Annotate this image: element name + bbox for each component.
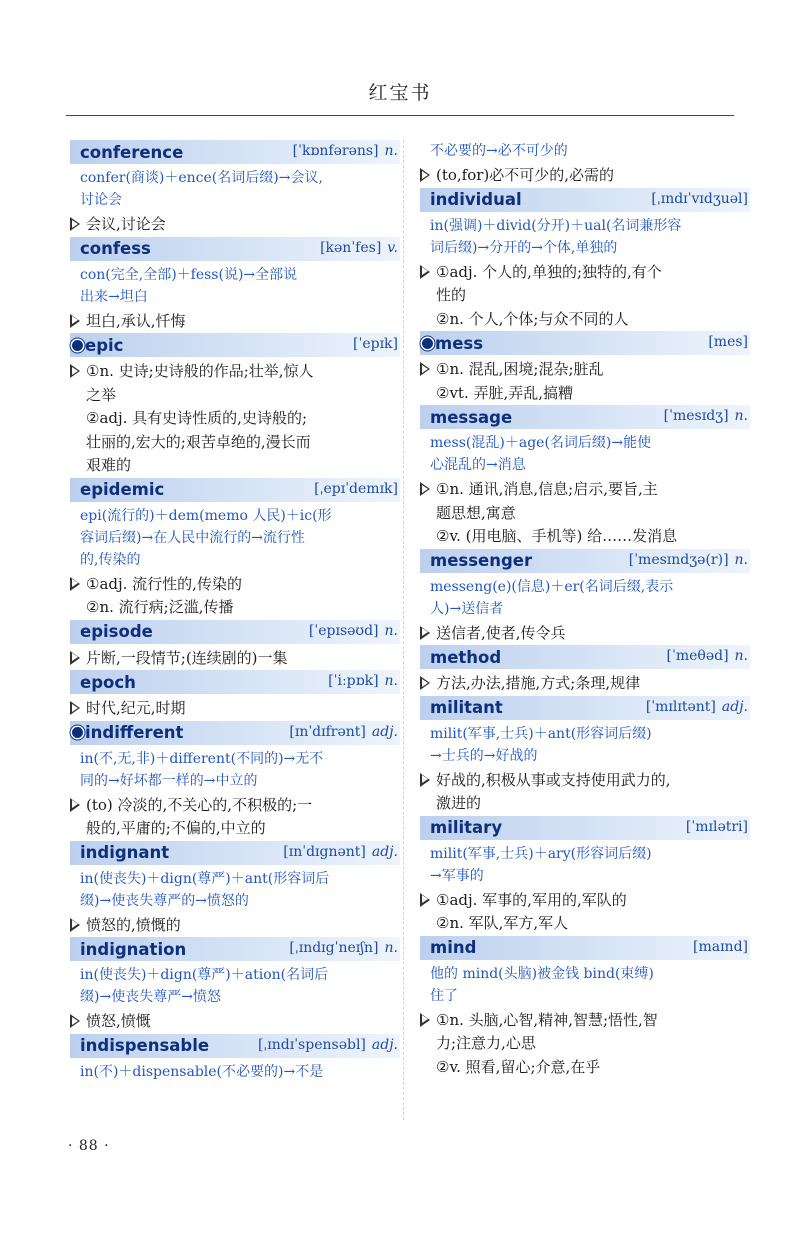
triangle-bullet-icon [420,261,436,281]
triangle-bullet-icon [420,164,436,184]
headword: military [430,818,503,837]
phonetic [320,240,398,256]
phonetic-text: [ɪnˈdɪfrənt] [289,723,366,740]
phonetic [289,940,398,956]
definition-line: ②n. 个人,个体;与众不同的人 [436,309,629,328]
headword-bar [70,721,400,745]
definition-line: 好战的,积极从事或支持使用武力的, [436,770,671,789]
definition-line: 艰难的 [86,456,132,474]
definition-line: ②vt. 弄脏,弄乱,搞糟 [436,383,574,402]
definition-line: ②adj. 具有史诗性质的,史诗般的; [86,409,308,427]
etymology-line: 讨论会 [80,192,122,208]
definition [420,164,750,188]
headword: confess [80,239,151,258]
right-column [420,140,750,1079]
phonetic-text: [ˈmeθəd] [666,648,729,664]
dictionary-entry [70,670,400,721]
part-of-speech: n. [384,143,398,159]
headword-bar [420,645,750,669]
definition-line: 片断,一段情节;(连续剧的)一集 [86,648,288,667]
etymology [420,963,750,1007]
etymology-line: milit(军事,士兵)＋ant(形容词后缀) [430,725,652,742]
headword: indignation [80,939,187,959]
phonetic-text: [ˈepɪk] [353,336,398,352]
etymology-line: 的,传染的 [80,551,141,568]
headword: conference [80,142,184,162]
definition-line: 送信者,使者,传令兵 [436,623,566,642]
definition [420,261,750,332]
phonetic [693,939,748,955]
headword: indispensable [80,1036,210,1055]
part-of-speech: n. [384,622,398,639]
dictionary-entry [420,816,750,936]
definition [420,478,750,549]
definition-line: ②v. 照看,留心;介意,在乎 [436,1057,601,1076]
triangle-bullet-icon [420,672,436,692]
triangle-bullet-icon [70,647,86,667]
etymology-line: epi(流行的)＋dem(memo 人民)＋ic(形 [80,507,332,524]
triangle-bullet-icon [420,889,436,909]
triangle-bullet-icon [420,1009,436,1029]
definition-text [436,622,750,646]
part-of-speech: v. [387,239,398,256]
phonetic-text: [ˈepɪsəʊd] [308,622,379,639]
definition [70,1010,400,1034]
etymology-line: 缀)→使丧失尊严的→愤怒的 [80,892,249,909]
definition [70,360,400,478]
definition-text [86,647,400,671]
etymology-line: in(不)＋dispensable(不必要的)→不是 [80,1063,324,1080]
dictionary-entry [420,645,750,696]
headword: epoch [80,672,136,692]
etymology [420,843,750,887]
key-word-marker-icon [72,727,83,738]
etymology-line: 心混乱的→消息 [430,457,526,473]
phonetic-text: [ˌɪndɪˈspensəbl] [257,1036,366,1053]
triangle-bullet-icon [420,622,436,642]
phonetic [328,673,398,689]
phonetic-text: [ɪnˈdɪgnənt] [283,843,366,860]
headword-bar [420,696,750,720]
etymology-line: in(使丧失)＋dign(尊严)＋ation(名词后 [80,967,329,983]
etymology-line: 词后缀)→分开的→个体,单独的 [430,239,618,256]
etymology-line: confer(商谈)＋ence(名词后缀)→会议, [80,170,323,186]
etymology-line: in(强调)＋divid(分开)＋ual(名词兼形容 [430,217,682,234]
etymology-line: 人)→送信者 [430,600,504,617]
phonetic [646,699,748,715]
page-title: 红宝书 [368,82,432,104]
etymology [420,140,750,162]
definition [70,213,400,237]
definition-line: ①n. 头脑,心智,精神,智慧;悟性,智 [436,1010,658,1029]
part-of-speech: adj. [371,1036,398,1053]
headword: indignant [80,843,170,862]
headword: epic [85,335,124,355]
phonetic [258,1037,398,1053]
phonetic [283,844,398,860]
definition-line: 时代,纪元,时期 [86,699,186,717]
definition [420,1009,750,1080]
triangle-bullet-icon [70,914,86,934]
etymology [70,964,400,1008]
part-of-speech: adj. [371,723,398,740]
definition-text [436,672,750,696]
page-header [66,70,734,116]
headword-bar [70,478,400,502]
definition-text [86,1010,400,1034]
headword: message [430,407,513,427]
dictionary-entry [70,140,400,237]
etymology-line: messeng(e)(信息)＋er(名词后缀,表示 [430,578,674,595]
headword: militant [430,698,503,717]
phonetic [667,648,748,664]
part-of-speech: n. [384,940,398,956]
triangle-bullet-icon [420,769,436,789]
headword-bar [420,549,750,573]
definition-line: 愤怒的,愤慨的 [86,915,181,934]
phonetic [309,623,398,639]
part-of-speech: n. [384,673,398,689]
phonetic-text: [maɪnd] [692,938,748,955]
phonetic-text: [ˌɪndɪˈvɪdʒuəl] [651,190,748,207]
phonetic [651,191,748,207]
headword: epidemic [80,480,165,499]
phonetic-text: [ˈmɪlətri] [685,818,748,835]
definition-line: 性的 [436,286,467,304]
phonetic-text: [ˈmɪlɪtənt] [645,698,716,715]
dictionary-entry [70,478,400,620]
phonetic-text: [mes] [708,334,748,350]
column-divider [403,140,404,1120]
part-of-speech: n. [734,408,748,424]
definition-text [436,1009,750,1080]
etymology-line: 同的→好坏都一样的→中立的 [80,772,258,789]
definition-line: 之举 [86,385,117,404]
triangle-bullet-icon [70,360,86,380]
etymology-line: →军事的 [430,867,484,884]
part-of-speech: adj. [371,843,398,860]
definition [420,622,750,646]
phonetic-text: [ˈiːpɒk] [328,673,379,689]
etymology [420,576,750,620]
definition-text [436,478,750,549]
definition-text [436,261,750,332]
definition [70,647,400,671]
phonetic-text: [kənˈfes] [320,239,382,256]
key-word-marker-icon [422,338,433,349]
phonetic-text: [ˈmesɪdʒ] [663,408,729,424]
dictionary-entry [70,237,400,334]
definition-text [86,213,400,237]
part-of-speech: adj. [721,698,748,715]
etymology [70,167,400,211]
headword: messenger [430,551,533,570]
left-column [70,140,400,1083]
dictionary-entry [70,841,400,938]
page-number: · 88 · [68,1138,110,1154]
definition-line: ②n. 流行病;泛滥,传播 [86,598,234,616]
definition-text [86,697,400,721]
headword-bar [420,936,750,960]
phonetic-text: [ˌepɪˈdemɪk] [314,480,398,497]
headword-bar [70,937,400,961]
definition [420,358,750,405]
key-word-marker-icon [72,340,83,351]
phonetic [289,724,398,740]
headword: method [430,647,502,667]
definition-line: ②v. (用电脑、手机等) 给……发消息 [436,527,678,545]
headword: mind [430,938,477,957]
phonetic-text: [ˈmesɪndʒə(r)] [628,551,729,568]
definition-line: 壮丽的,宏大的;艰苦卓绝的,漫长而 [86,432,311,451]
definition [420,672,750,696]
definition-line: (to,for)必不可少的,必需的 [436,166,615,184]
dictionary-entry [70,937,400,1034]
etymology [420,432,750,476]
definition-line: ①adj. 流行性的,传染的 [86,574,242,593]
dictionary-entry [70,1034,400,1083]
dictionary-entry [420,188,750,332]
headword-bar [420,816,750,840]
headword-bar [70,140,400,164]
etymology [70,748,400,792]
headword: indifferent [85,723,184,742]
definition-line: 会议,讨论会 [86,215,166,233]
etymology-line: mess(混乱)＋age(名词后缀)→能使 [430,435,652,451]
phonetic [353,336,398,352]
dictionary-entry [420,405,750,549]
headword: individual [430,190,522,209]
headword: episode [80,622,153,641]
phonetic [314,481,398,497]
phonetic [629,552,748,568]
headword-bar [70,670,400,694]
etymology-line: 不必要的→必不可少的 [430,143,568,159]
definition-text [86,360,400,478]
definition-text [86,914,400,938]
phonetic-text: [ˌɪndɪgˈneɪʃn] [289,940,379,956]
definition-line: ①n. 史诗;史诗般的作品;壮举,惊人 [86,362,314,380]
definition-line: 方法,办法,措施,方式;条理,规律 [436,674,641,692]
dictionary-entry [420,331,750,405]
definition-line: ①n. 混乱,困境;混杂;脏乱 [436,360,604,378]
headword: mess [435,333,484,353]
triangle-bullet-icon [70,1010,86,1030]
dictionary-entry [420,936,750,1080]
phonetic [664,408,748,424]
dictionary-entry [420,696,750,816]
definition-line: ②n. 军队,军方,军人 [436,914,569,932]
etymology [70,264,400,308]
definition [70,914,400,938]
headword-bar [70,841,400,865]
part-of-speech: n. [734,648,748,664]
headword-bar [420,188,750,212]
etymology-line: in(不,无,非)＋different(不同的)→无不 [80,750,324,767]
definition [70,573,400,620]
etymology-line: 出来→坦白 [80,288,148,305]
definition-text [436,164,750,188]
etymology-line: milit(军事,士兵)＋ary(形容词后缀) [430,845,652,862]
definition-line: ①adj. 军事的,军用的,军队的 [436,890,627,909]
phonetic [686,819,748,835]
dictionary-entry [420,549,750,646]
dictionary-entry [420,140,750,188]
phonetic [708,334,748,350]
definition-line: 愤怒,愤慨 [86,1012,151,1030]
triangle-bullet-icon [70,573,86,593]
definition-line: 般的,平庸的;不偏的,中立的 [86,819,266,837]
definition-line: 激进的 [436,794,482,812]
etymology-line: 他的 mind(头脑)被金钱 bind(束缚) [430,965,654,982]
dictionary-entry [70,620,400,671]
triangle-bullet-icon [70,213,86,233]
phonetic-text: [ˈkɒnfərəns] [292,143,379,159]
triangle-bullet-icon [420,358,436,378]
triangle-bullet-icon [70,794,86,814]
etymology [420,215,750,259]
etymology-line: 容词后缀)→在人民中流行的→流行性 [80,529,305,546]
etymology [70,868,400,912]
triangle-bullet-icon [70,310,86,330]
etymology [420,723,750,767]
dictionary-entry [70,333,400,478]
dictionary-entry [70,721,400,841]
definition-line: ①n. 通讯,消息,信息;启示,要旨,主 [436,480,658,498]
definition-line: 力;注意力,心思 [436,1034,536,1052]
etymology-line: →士兵的→好战的 [430,747,538,764]
definition [70,697,400,721]
headword-bar [70,333,400,357]
definition [420,889,750,936]
etymology-line: con(完全,全部)＋fess(说)→全部说 [80,266,298,283]
etymology-line: 缀)→使丧失尊严→愤怒 [80,989,221,1005]
etymology [70,1061,400,1083]
part-of-speech: n. [734,551,748,568]
etymology-line: 住了 [430,987,458,1004]
definition-text [86,794,400,841]
triangle-bullet-icon [70,697,86,717]
definition-line: ①adj. 个人的,单独的;独特的,有个 [436,262,662,281]
headword-bar [420,331,750,355]
definition-text [86,310,400,334]
definition-text [436,889,750,936]
definition [70,310,400,334]
headword-bar [70,237,400,261]
headword-bar [420,405,750,429]
definition-text [86,573,400,620]
definition-text [436,769,750,816]
definition [70,794,400,841]
definition-line: 坦白,承认,忏悔 [86,311,186,330]
etymology-line: in(使丧失)＋dign(尊严)＋ant(形容词后 [80,870,330,887]
headword-bar [70,620,400,644]
definition-text [436,358,750,405]
phonetic [293,143,398,159]
definition-line: (to) 冷淡的,不关心的,不积极的;一 [86,795,313,814]
headword-bar [70,1034,400,1058]
definition-line: 题思想,寓意 [436,503,516,522]
etymology [70,505,400,571]
definition [420,769,750,816]
triangle-bullet-icon [420,478,436,498]
